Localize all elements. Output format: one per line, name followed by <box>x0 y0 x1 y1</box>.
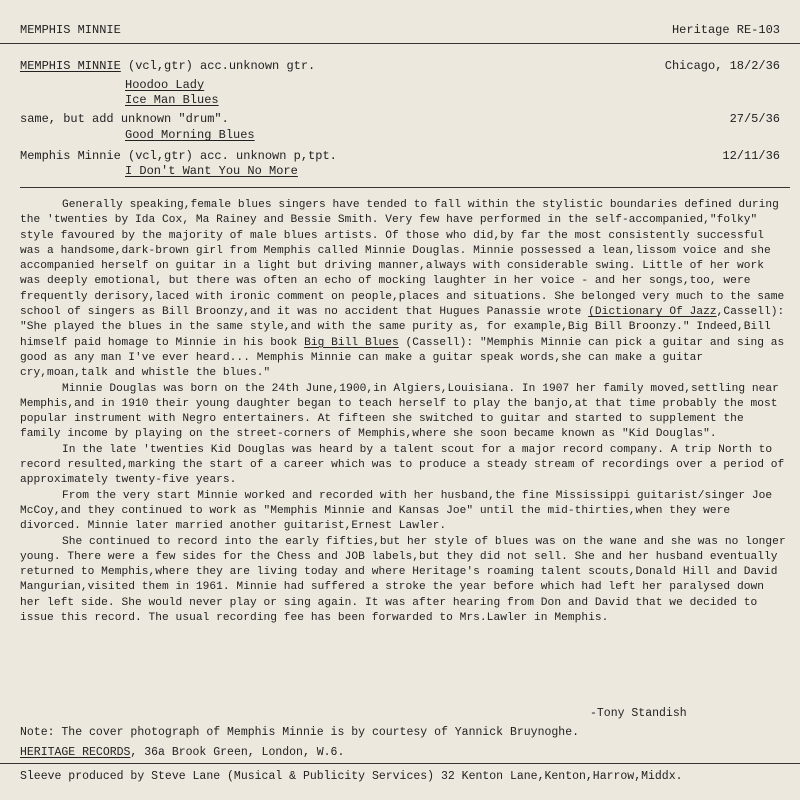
session-2-line: same, but add unknown "drum". <box>20 112 229 126</box>
liner-notes <box>20 198 790 626</box>
label-name: HERITAGE RECORDS <box>20 746 131 759</box>
notes-top-rule <box>20 187 790 188</box>
session-3-date: 12/11/36 <box>722 149 780 163</box>
header-rule <box>0 43 800 44</box>
notes-p1-book-dictionary: (Dictionary Of Jazz <box>588 306 717 319</box>
cover-photo-note: Note: The cover photograph of Memphis Minnie is by courtesy of Yannick Bruynoghe. <box>20 726 579 739</box>
notes-p1-part-c: (Cassell): "Memphis Minnie can pick a guitar and sing as good as any man I've ever heard... Memphis Minnie can make a guitar speak words,she can make a guitar cry,moan,talk and whistle the blues." <box>20 336 785 380</box>
notes-paragraph-1 <box>20 198 790 382</box>
sleeve-credit: Sleeve produced by Steve Lane (Musical & Publicity Services) 32 Kenton Lane,Kenton,Harrow,Middx. <box>20 770 683 783</box>
session-1-title-1: Hoodoo Lady <box>125 78 205 92</box>
notes-p1-part-a: Generally speaking,female blues singers have tended to fall within the stylistic boundaries defined during the 'twenties by Ida Cox, Ma Rainey and Bessie Smith. Very few have performed in the self-accompanied,"folky" style favoured by the majority of male blues artists. Of those who did,by far the most consistently successful was a handsome,dark-brown girl from Memphis called Minnie Douglas. Minnie possessed a lean,lissom voice and she accompanied herself on guitar in a light but driving manner,always with considerable swing. Little of her work was deeply emotional, but there was often an echo of mocking laughter in her voice - and her songs,too, were frequently derisory,laced with ironic comment on people,places and situations. She belonged very much to the same school of singers as Bill Broonzy,and it was no accident that Hugues Panassie wrote <box>20 199 785 319</box>
session-1-place-date: Chicago, 18/2/36 <box>664 59 780 73</box>
session-3-title-1: I Don't Want You No More <box>125 164 298 178</box>
session-1-personnel: (vcl,gtr) acc.unknown gtr. <box>120 59 316 73</box>
header-catalog: Heritage RE-103 <box>671 23 780 37</box>
session-3-line: Memphis Minnie (vcl,gtr) acc. unknown p,tpt. <box>20 149 337 163</box>
notes-paragraph-4: From the very start Minnie worked and recorded with her husband,the fine Mississippi guitarist/singer Joe McCoy,and they continued to work as "Memphis Minnie and Kansas Joe" until the mid-thirties,when they were divorced. Minnie later married another guitarist,Ernest Lawler. <box>20 489 773 533</box>
header-artist: MEMPHIS MINNIE <box>20 23 121 37</box>
session-2-date: 27/5/36 <box>729 112 780 126</box>
author-credit: -Tony Standish <box>590 707 687 720</box>
label-address-line <box>20 746 344 759</box>
session-1-line <box>20 59 315 73</box>
footer-rule <box>0 763 800 764</box>
notes-paragraph-3: In the late 'twenties Kid Douglas was heard by a talent scout for a major record company. A trip North to record resulted,marking the start of a career which was to produce a steady stream of recordings over a period of approximately twenty-five years. <box>20 443 785 487</box>
notes-paragraph-2: Minnie Douglas was born on the 24th June,1900,in Algiers,Louisiana. In 1907 her family moved,settling near Memphis,and in 1910 their young daughter began to teach herself to play the banjo,at that time probably the most popular instrument with Negro entertainers. At fifteen she switched to guitar and started to supplement the family income by playing on the street-corners of Memphis,where she soon became known as "Kid Douglas". <box>20 382 779 441</box>
label-address: , 36a Brook Green, London, W.6. <box>130 746 345 759</box>
session-1-artist: MEMPHIS MINNIE <box>20 59 121 73</box>
notes-p1-book-big-bill-blues: Big Bill Blues <box>304 336 399 349</box>
session-1-title-2: Ice Man Blues <box>125 93 219 107</box>
session-2-title-1: Good Morning Blues <box>125 128 255 142</box>
notes-paragraph-5: She continued to record into the early fifties,but her style of blues was on the wane and she was no longer young. There were a few sides for the Chess and JOB labels,but they did not sell. She and her husband eventually returned to Memphis,where they are living today and where Heritage's roaming talent scouts,Donald Hill and David Mangurian,visited them in 1961. Minnie had suffered a stroke the year before which had left her paralysed down her left side. She would never play or sing again. It was after hearing from Don and David that we decided to issue this record. The usual recording fee has been forwarded to Mrs.Lawler in Memphis. <box>20 535 786 625</box>
notes-p1-part-b: ,Cassell): "She played the blues in the same style,and with the same purity as, for example,Big Bill Broonzy." Indeed,Bill himself paid homage to Minnie in his book <box>20 306 785 349</box>
